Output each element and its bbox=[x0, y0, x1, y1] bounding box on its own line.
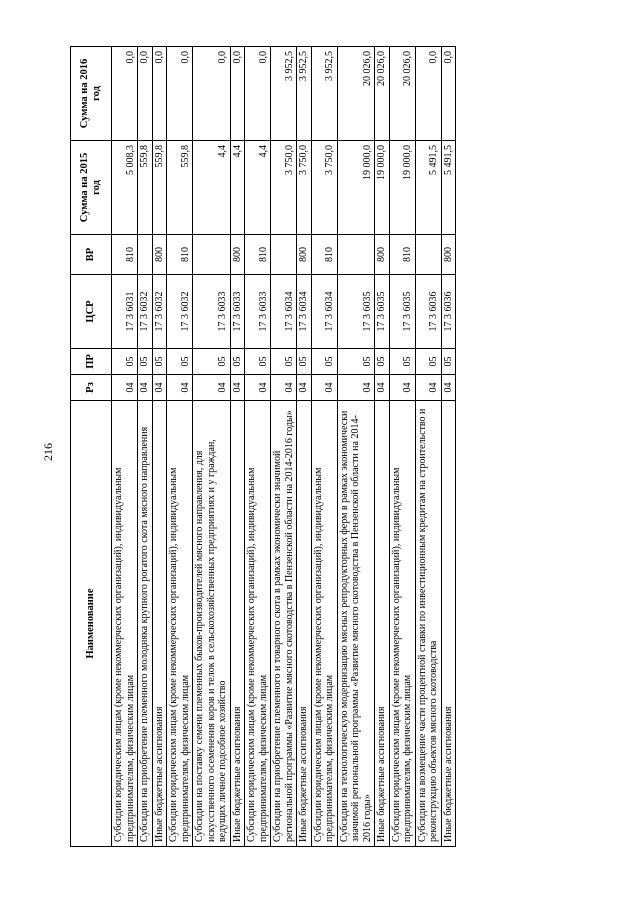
row-csr: 17 3 6036 bbox=[441, 275, 456, 349]
row-vr bbox=[337, 235, 375, 275]
row-sum-2016: 0,0 bbox=[193, 47, 231, 141]
row-vr: 800 bbox=[152, 235, 167, 275]
column-header-pr: ПР bbox=[71, 349, 112, 375]
row-sum-2015: 19 000,0 bbox=[375, 141, 390, 235]
row-csr: 17 3 6036 bbox=[415, 275, 441, 349]
row-csr: 17 3 6034 bbox=[271, 275, 297, 349]
row-rz: 04 bbox=[389, 375, 415, 401]
row-sum-2015: 19 000,0 bbox=[337, 141, 375, 235]
row-name: Иные бюджетные ассигнования bbox=[441, 401, 456, 847]
row-name: Субсидии на приобретение племенного молодняка крупного рогатого скота мясного направления bbox=[138, 401, 153, 847]
row-csr: 17 3 6034 bbox=[297, 275, 312, 349]
row-sum-2015: 19 000,0 bbox=[389, 141, 415, 235]
row-name: Субсидии на возмещение части процентной ставки по инвестиционным кредитам на строительство и реконструкцию объектов мясного скотоводства bbox=[415, 401, 441, 847]
table-row bbox=[230, 47, 245, 847]
row-name: Субсидии на технологическую модернизацию мясных репродукторных ферм в рамках экономически значимой региональной программы «Развитие мясного скотоводства в Пензенской области на 2014-2016 годы» bbox=[337, 401, 375, 847]
row-sum-2015: 559,8 bbox=[138, 141, 153, 235]
row-csr: 17 3 6034 bbox=[311, 275, 337, 349]
column-header-vr: ВР bbox=[71, 235, 112, 275]
row-sum-2016: 3 952,5 bbox=[271, 47, 297, 141]
row-vr: 810 bbox=[311, 235, 337, 275]
row-name: Иные бюджетные ассигнования bbox=[375, 401, 390, 847]
table-row bbox=[245, 47, 271, 847]
row-pr: 05 bbox=[311, 349, 337, 375]
row-rz: 04 bbox=[441, 375, 456, 401]
table-row bbox=[311, 47, 337, 847]
row-rz: 04 bbox=[337, 375, 375, 401]
row-name: Субсидии юридическим лицам (кроме некоммерческих организаций), индивидуальным предпринимателям, физическим лицам bbox=[167, 401, 193, 847]
row-pr: 05 bbox=[441, 349, 456, 375]
row-pr: 05 bbox=[271, 349, 297, 375]
row-rz: 04 bbox=[311, 375, 337, 401]
row-csr: 17 3 6032 bbox=[167, 275, 193, 349]
table-row bbox=[375, 47, 390, 847]
row-sum-2016: 0,0 bbox=[112, 47, 138, 141]
row-sum-2015: 3 750,0 bbox=[271, 141, 297, 235]
row-sum-2016: 3 952,5 bbox=[297, 47, 312, 141]
row-sum-2015: 4,4 bbox=[193, 141, 231, 235]
row-csr: 17 3 6035 bbox=[389, 275, 415, 349]
row-name: Субсидии юридическим лицам (кроме некоммерческих организаций), индивидуальным предпринимателям, физическим лицам bbox=[112, 401, 138, 847]
row-sum-2016: 20 026,0 bbox=[337, 47, 375, 141]
row-vr: 800 bbox=[297, 235, 312, 275]
row-rz: 04 bbox=[167, 375, 193, 401]
row-name: Иные бюджетные ассигнования bbox=[297, 401, 312, 847]
table-header-row bbox=[71, 47, 112, 847]
row-csr: 17 3 6031 bbox=[112, 275, 138, 349]
column-header-rz: Рз bbox=[71, 375, 112, 401]
row-csr: 17 3 6033 bbox=[230, 275, 245, 349]
row-vr: 800 bbox=[375, 235, 390, 275]
row-pr: 05 bbox=[167, 349, 193, 375]
row-sum-2016: 0,0 bbox=[138, 47, 153, 141]
row-vr: 800 bbox=[441, 235, 456, 275]
row-pr: 05 bbox=[337, 349, 375, 375]
row-pr: 05 bbox=[193, 349, 231, 375]
row-rz: 04 bbox=[193, 375, 231, 401]
row-name: Иные бюджетные ассигнования bbox=[230, 401, 245, 847]
table-row bbox=[271, 47, 297, 847]
row-vr: 810 bbox=[167, 235, 193, 275]
page-number: 216 bbox=[41, 443, 55, 461]
table-row bbox=[193, 47, 231, 847]
column-header-sum-2016: Сумма на 2016 год bbox=[71, 47, 112, 141]
table-row bbox=[441, 47, 456, 847]
row-sum-2016: 0,0 bbox=[230, 47, 245, 141]
row-sum-2016: 0,0 bbox=[415, 47, 441, 141]
row-name: Субсидии юридическим лицам (кроме некоммерческих организаций), индивидуальным предпринимателям, физическим лицам bbox=[311, 401, 337, 847]
row-name: Субсидии на поставку семени племенных быков-производителей мясного направления, для искусственного осеменения коров и телок в сельскохозяйственных предприятиях и у граждан, ведущих личное подсобное хозяйство bbox=[193, 401, 231, 847]
row-rz: 04 bbox=[138, 375, 153, 401]
row-vr bbox=[415, 235, 441, 275]
column-header-name: Наименование bbox=[71, 401, 112, 847]
row-pr: 05 bbox=[297, 349, 312, 375]
row-sum-2015: 559,8 bbox=[167, 141, 193, 235]
row-rz: 04 bbox=[230, 375, 245, 401]
row-pr: 05 bbox=[152, 349, 167, 375]
row-pr: 05 bbox=[415, 349, 441, 375]
budget-table-container bbox=[70, 47, 538, 847]
row-pr: 05 bbox=[245, 349, 271, 375]
row-sum-2016: 0,0 bbox=[245, 47, 271, 141]
row-rz: 04 bbox=[415, 375, 441, 401]
table-row bbox=[167, 47, 193, 847]
row-sum-2016: 0,0 bbox=[152, 47, 167, 141]
row-rz: 04 bbox=[245, 375, 271, 401]
row-csr: 17 3 6035 bbox=[337, 275, 375, 349]
row-pr: 05 bbox=[375, 349, 390, 375]
row-sum-2015: 5 491,5 bbox=[415, 141, 441, 235]
row-csr: 17 3 6035 bbox=[375, 275, 390, 349]
row-sum-2015: 3 750,0 bbox=[297, 141, 312, 235]
row-pr: 05 bbox=[112, 349, 138, 375]
row-name: Субсидии юридическим лицам (кроме некоммерческих организаций), индивидуальным предпринимателям, физическим лицам bbox=[245, 401, 271, 847]
column-header-csr: ЦСР bbox=[71, 275, 112, 349]
row-sum-2015: 559,8 bbox=[152, 141, 167, 235]
row-vr: 810 bbox=[389, 235, 415, 275]
row-name: Иные бюджетные ассигнования bbox=[152, 401, 167, 847]
row-vr: 800 bbox=[230, 235, 245, 275]
row-sum-2015: 4,4 bbox=[230, 141, 245, 235]
budget-table bbox=[70, 46, 456, 847]
row-csr: 17 3 6032 bbox=[152, 275, 167, 349]
table-row bbox=[415, 47, 441, 847]
row-csr: 17 3 6033 bbox=[245, 275, 271, 349]
column-header-sum-2015: Сумма на 2015 год bbox=[71, 141, 112, 235]
row-rz: 04 bbox=[271, 375, 297, 401]
table-row bbox=[112, 47, 138, 847]
row-name: Субсидии юридическим лицам (кроме некоммерческих организаций), индивидуальным предпринимателям, физическим лицам bbox=[389, 401, 415, 847]
table-row bbox=[138, 47, 153, 847]
row-rz: 04 bbox=[297, 375, 312, 401]
row-pr: 05 bbox=[389, 349, 415, 375]
table-row bbox=[389, 47, 415, 847]
row-sum-2016: 0,0 bbox=[167, 47, 193, 141]
row-name: Субсидии на приобретение племенного и товарного скота в рамках экономически значимой региональной программы «Развитие мясного скотоводства в Пензенской области на 2014-2016 годы» bbox=[271, 401, 297, 847]
row-csr: 17 3 6032 bbox=[138, 275, 153, 349]
row-vr bbox=[271, 235, 297, 275]
row-rz: 04 bbox=[112, 375, 138, 401]
row-rz: 04 bbox=[152, 375, 167, 401]
row-sum-2015: 5 008,3 bbox=[112, 141, 138, 235]
row-vr bbox=[193, 235, 231, 275]
table-row bbox=[337, 47, 375, 847]
row-sum-2015: 3 750,0 bbox=[311, 141, 337, 235]
table-row bbox=[152, 47, 167, 847]
row-sum-2015: 4,4 bbox=[245, 141, 271, 235]
row-sum-2015: 5 491,5 bbox=[441, 141, 456, 235]
row-vr bbox=[138, 235, 153, 275]
row-vr: 810 bbox=[245, 235, 271, 275]
row-csr: 17 3 6033 bbox=[193, 275, 231, 349]
row-sum-2016: 0,0 bbox=[441, 47, 456, 141]
row-sum-2016: 20 026,0 bbox=[389, 47, 415, 141]
row-pr: 05 bbox=[138, 349, 153, 375]
row-rz: 04 bbox=[375, 375, 390, 401]
row-sum-2016: 20 026,0 bbox=[375, 47, 390, 141]
table-row bbox=[297, 47, 312, 847]
row-vr: 810 bbox=[112, 235, 138, 275]
row-sum-2016: 3 952,5 bbox=[311, 47, 337, 141]
row-pr: 05 bbox=[230, 349, 245, 375]
